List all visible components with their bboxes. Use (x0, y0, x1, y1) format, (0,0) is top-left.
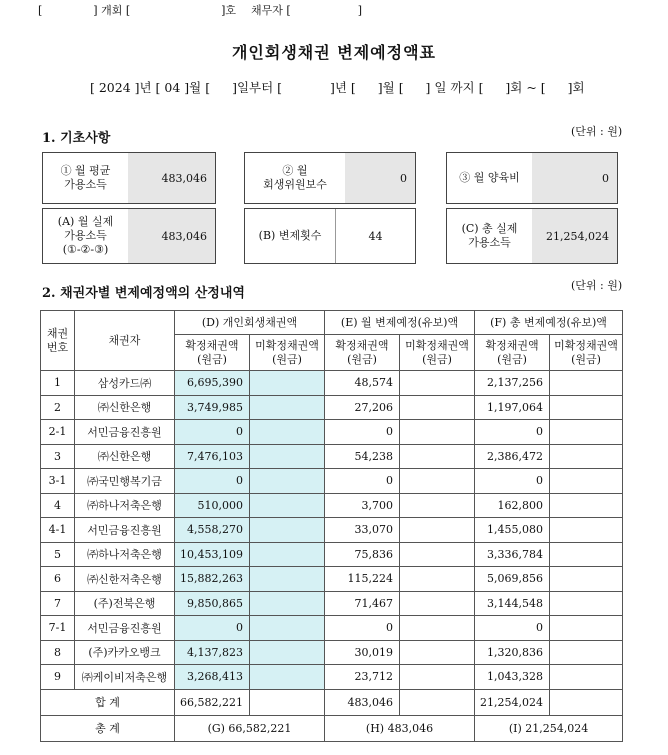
row-creditor: ㈜신한은행 (75, 395, 175, 420)
header-group-d: (D) 개인회생채권액 (175, 311, 325, 335)
row-f-confirmed: 0 (475, 420, 550, 445)
section2-title: 2. 채권자별 변제예정액의 산정내역 (42, 286, 245, 301)
period-until: ] 일 까지 [ (425, 80, 484, 95)
table-row (41, 371, 623, 396)
subtotal-e: 483,046 (325, 689, 400, 715)
table-row (41, 469, 623, 494)
section1-unit: (단위 : 원) (571, 125, 623, 138)
row-e-confirmed: 115,224 (325, 567, 400, 592)
row-f-confirmed: 0 (475, 469, 550, 494)
row-f-confirmed: 1,455,080 (475, 518, 550, 543)
repay-count-box (244, 208, 416, 264)
row-d-confirmed: 10,453,109 (175, 542, 250, 567)
row-d-confirmed: 510,000 (175, 493, 250, 518)
section1-title: 1. 기초사항 (42, 131, 111, 146)
row-d-confirmed: 4,137,823 (175, 640, 250, 665)
row-f-confirmed: 3,336,784 (475, 542, 550, 567)
row-number: 5 (41, 542, 75, 567)
row-f-unconfirmed (550, 469, 623, 494)
row-number: 7-1 (41, 616, 75, 641)
row-e-confirmed: 33,070 (325, 518, 400, 543)
row-d-unconfirmed (250, 444, 325, 469)
actual-income-box (42, 208, 216, 264)
header-f-confirmed: 확정채권액 (원금) (475, 335, 550, 371)
row-e-confirmed: 0 (325, 616, 400, 641)
table-row (41, 395, 623, 420)
header-no: 채권 번호 (41, 311, 75, 371)
table-row (41, 665, 623, 690)
subtotal-d: 66,582,221 (175, 689, 250, 715)
row-number: 4 (41, 493, 75, 518)
child-support-value: 0 (532, 153, 617, 203)
row-d-confirmed: 9,850,865 (175, 591, 250, 616)
row-e-confirmed: 75,836 (325, 542, 400, 567)
row-creditor: ㈜하나저축은행 (75, 493, 175, 518)
row-e-unconfirmed (400, 542, 475, 567)
row-e-unconfirmed (400, 444, 475, 469)
row-number: 2 (41, 395, 75, 420)
total-income-label: (C) 총 실제 가용소득 (461, 222, 518, 249)
header-e-unconfirmed: 미확정채권액 (원금) (400, 335, 475, 371)
header-creditor: 채권자 (75, 311, 175, 371)
row-creditor: ㈜신한은행 (75, 444, 175, 469)
row-d-unconfirmed (250, 640, 325, 665)
row-d-unconfirmed (250, 542, 325, 567)
row-d-confirmed: 0 (175, 469, 250, 494)
row-e-unconfirmed (400, 518, 475, 543)
row-f-unconfirmed (550, 395, 623, 420)
bracket-open: [ (38, 4, 43, 17)
table-row (41, 493, 623, 518)
period-month: ]월 [ (377, 80, 404, 95)
gaehoe-label: ] 개회 [ (93, 4, 131, 17)
repay-count-value: 44 (335, 209, 415, 263)
row-e-unconfirmed (400, 420, 475, 445)
child-support-label: ③ 월 양육비 (459, 171, 520, 184)
header-f-unconfirmed: 미확정채권액 (원금) (550, 335, 623, 371)
table-row (41, 518, 623, 543)
row-e-confirmed: 27,206 (325, 395, 400, 420)
row-e-unconfirmed (400, 591, 475, 616)
row-creditor: ㈜국민행복기금 (75, 469, 175, 494)
period-round-from: ]회 ~ [ (505, 80, 546, 95)
avg-income-box (42, 152, 216, 204)
debtor-label: 채무자 [ (251, 4, 291, 17)
header-d-unconfirmed: 미확정채권액 (원금) (250, 335, 325, 371)
row-e-confirmed: 71,467 (325, 591, 400, 616)
row-f-unconfirmed (550, 640, 623, 665)
row-creditor: 서민금융진흥원 (75, 518, 175, 543)
row-e-unconfirmed (400, 371, 475, 396)
row-number: 7 (41, 591, 75, 616)
row-e-unconfirmed (400, 616, 475, 641)
row-number: 3-1 (41, 469, 75, 494)
subtotal-f: 21,254,024 (475, 689, 550, 715)
row-f-unconfirmed (550, 616, 623, 641)
row-d-unconfirmed (250, 567, 325, 592)
header-e-confirmed: 확정채권액 (원금) (325, 335, 400, 371)
avg-income-value: 483,046 (128, 153, 215, 203)
row-number: 9 (41, 665, 75, 690)
row-f-confirmed: 162,800 (475, 493, 550, 518)
row-e-unconfirmed (400, 395, 475, 420)
row-f-unconfirmed (550, 542, 623, 567)
row-e-confirmed: 30,019 (325, 640, 400, 665)
row-f-confirmed: 5,069,856 (475, 567, 550, 592)
row-f-unconfirmed (550, 371, 623, 396)
row-creditor: ㈜케이비저축은행 (75, 665, 175, 690)
period-start: [ 2024 ]년 [ 04 ]월 [ (90, 80, 211, 95)
row-e-unconfirmed (400, 469, 475, 494)
page-title: 개인회생채권 변제예정액표 (231, 43, 437, 62)
row-d-unconfirmed (250, 518, 325, 543)
trustee-fee-box (244, 152, 416, 204)
total-g: (G) 66,582,221 (175, 715, 325, 741)
row-e-unconfirmed (400, 665, 475, 690)
row-f-unconfirmed (550, 518, 623, 543)
row-number: 1 (41, 371, 75, 396)
row-f-unconfirmed (550, 493, 623, 518)
row-f-confirmed: 1,320,836 (475, 640, 550, 665)
header-group-e: (E) 월 변제예정(유보)액 (325, 311, 475, 335)
total-label: 총 계 (41, 715, 175, 741)
repay-count-label: (B) 변제횟수 (258, 229, 322, 242)
actual-income-value: 483,046 (128, 209, 215, 263)
row-d-unconfirmed (250, 493, 325, 518)
row-d-confirmed: 15,882,263 (175, 567, 250, 592)
row-number: 6 (41, 567, 75, 592)
row-number: 8 (41, 640, 75, 665)
row-f-unconfirmed (550, 444, 623, 469)
subtotal-e-unconfirmed (400, 689, 475, 715)
row-e-confirmed: 23,712 (325, 665, 400, 690)
row-creditor: (주)카카오뱅크 (75, 640, 175, 665)
header-d-confirmed: 확정채권액 (원금) (175, 335, 250, 371)
trustee-fee-label: ② 월 회생위원보수 (263, 164, 327, 191)
row-f-unconfirmed (550, 420, 623, 445)
row-creditor: 서민금융진흥원 (75, 616, 175, 641)
case-header (38, 2, 362, 18)
table-row (41, 567, 623, 592)
table-row (41, 542, 623, 567)
table-row (41, 640, 623, 665)
trustee-fee-value: 0 (345, 153, 415, 203)
row-e-confirmed: 0 (325, 469, 400, 494)
total-i: (I) 21,254,024 (475, 715, 623, 741)
row-creditor: (주)전북은행 (75, 591, 175, 616)
avg-income-label: ① 월 평균 가용소득 (60, 164, 111, 191)
row-d-confirmed: 3,749,985 (175, 395, 250, 420)
row-e-unconfirmed (400, 640, 475, 665)
row-creditor: ㈜하나저축은행 (75, 542, 175, 567)
row-e-confirmed: 48,574 (325, 371, 400, 396)
period-round-to: ]회 (567, 80, 585, 95)
period-line (90, 78, 585, 96)
row-d-unconfirmed (250, 591, 325, 616)
subtotal-label: 합 계 (41, 689, 175, 715)
row-d-confirmed: 4,558,270 (175, 518, 250, 543)
row-d-confirmed: 0 (175, 420, 250, 445)
row-d-unconfirmed (250, 665, 325, 690)
table-row (41, 591, 623, 616)
row-f-confirmed: 2,386,472 (475, 444, 550, 469)
row-number: 2-1 (41, 420, 75, 445)
table-row (41, 616, 623, 641)
row-d-confirmed: 7,476,103 (175, 444, 250, 469)
row-f-unconfirmed (550, 567, 623, 592)
table-row (41, 444, 623, 469)
header-group-f: (F) 총 변제예정(유보)액 (475, 311, 623, 335)
row-f-confirmed: 1,197,064 (475, 395, 550, 420)
row-d-unconfirmed (250, 371, 325, 396)
row-creditor: 삼성카드㈜ (75, 371, 175, 396)
row-f-confirmed: 0 (475, 616, 550, 641)
bracket-close: ] (357, 4, 363, 17)
ho-label: ]호 (221, 4, 237, 17)
row-d-unconfirmed (250, 616, 325, 641)
row-f-confirmed: 1,043,328 (475, 665, 550, 690)
row-f-unconfirmed (550, 665, 623, 690)
row-e-confirmed: 0 (325, 420, 400, 445)
row-creditor: ㈜신한저축은행 (75, 567, 175, 592)
actual-income-label: (A) 월 실제 가용소득 (①-②-③) (57, 215, 114, 256)
repayment-table (40, 310, 623, 742)
row-number: 4-1 (41, 518, 75, 543)
total-h: (H) 483,046 (325, 715, 475, 741)
row-f-unconfirmed (550, 591, 623, 616)
subtotal-d-unconfirmed (250, 689, 325, 715)
row-d-confirmed: 3,268,413 (175, 665, 250, 690)
row-d-confirmed: 6,695,390 (175, 371, 250, 396)
total-income-value: 21,254,024 (532, 209, 617, 263)
total-income-box (446, 208, 618, 264)
table-row (41, 420, 623, 445)
row-d-confirmed: 0 (175, 616, 250, 641)
row-d-unconfirmed (250, 420, 325, 445)
row-d-unconfirmed (250, 395, 325, 420)
section2-unit: (단위 : 원) (571, 279, 623, 292)
period-year: ]년 [ (329, 80, 356, 95)
row-f-confirmed: 2,137,256 (475, 371, 550, 396)
row-e-confirmed: 3,700 (325, 493, 400, 518)
row-f-confirmed: 3,144,548 (475, 591, 550, 616)
row-e-confirmed: 54,238 (325, 444, 400, 469)
row-e-unconfirmed (400, 567, 475, 592)
row-e-unconfirmed (400, 493, 475, 518)
period-from: ]일부터 [ (232, 80, 283, 95)
row-number: 3 (41, 444, 75, 469)
subtotal-f-unconfirmed (550, 689, 623, 715)
child-support-box (446, 152, 618, 204)
row-d-unconfirmed (250, 469, 325, 494)
row-creditor: 서민금융진흥원 (75, 420, 175, 445)
